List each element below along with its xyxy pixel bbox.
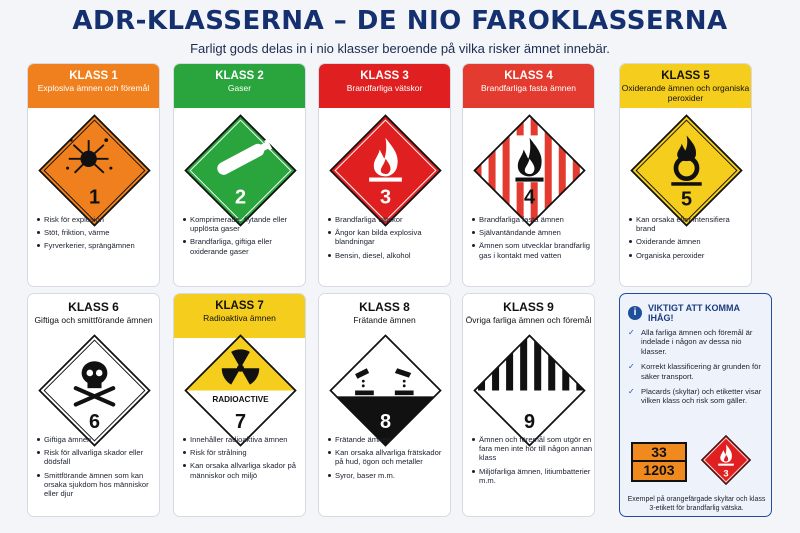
class-3-header xyxy=(319,64,450,108)
radioactive-text: RADIOACTIVE xyxy=(212,395,269,405)
class-3-card xyxy=(318,63,451,287)
class-2-list xyxy=(182,215,304,260)
class-7-list xyxy=(182,435,304,484)
class-2-description: Gaser xyxy=(227,83,252,93)
list-item: Ämnen som utvecklar brandfarlig gas i kontakt med vatten xyxy=(471,241,593,259)
example-caption: Exempel på orangefärgade skyltar och klass 3-etikett för brandfarlig vätska. xyxy=(627,496,766,512)
class-4-header xyxy=(463,64,594,108)
class-2-header xyxy=(174,64,305,108)
list-item: Självantändande ämnen xyxy=(471,228,593,237)
check-icon: ✓ xyxy=(628,387,635,397)
class-3-list xyxy=(327,215,449,264)
class-8-number: 8 xyxy=(379,410,392,433)
class-5-diamond xyxy=(628,112,745,229)
check-icon: ✓ xyxy=(628,328,635,337)
placard-hazard-number: 33 xyxy=(633,444,685,462)
info-box xyxy=(619,293,772,517)
list-item: Giftiga ämnen xyxy=(36,435,158,444)
class-5-label: KLASS 5 xyxy=(661,70,710,82)
class-2-card xyxy=(173,63,306,287)
class-1-diamond xyxy=(36,112,153,229)
class-6-label: KLASS 6 xyxy=(68,300,119,314)
class-1-card xyxy=(27,63,160,287)
list-item: ✓ Placards (skyltar) och etiketter visar vilken klass och risk som gäller. xyxy=(628,387,762,406)
class-4-label: KLASS 4 xyxy=(504,70,553,82)
list-item: ✓ Korrekt klassificering är grunden för säker transport. xyxy=(628,362,761,381)
class-3-description: Brandfarliga vätskor xyxy=(346,83,423,93)
class-5-number: 5 xyxy=(680,188,693,211)
class-8-list xyxy=(327,435,449,484)
class-6-card xyxy=(27,293,160,517)
list-item: Stöt, friktion, värme xyxy=(36,228,158,237)
class-2-number: 2 xyxy=(234,186,247,209)
class-5-header xyxy=(620,64,751,108)
list-item: Syror, baser m.m. xyxy=(327,471,449,480)
check-icon: ✓ xyxy=(628,362,635,372)
info-header xyxy=(620,294,771,323)
class-7-label: KLASS 7 xyxy=(215,300,264,312)
class-7-description: Radioaktiva ämnen xyxy=(203,313,276,323)
class-5-description: Oxiderande ämnen och organiska peroxider xyxy=(621,83,750,103)
class-1-header xyxy=(28,64,159,108)
class-7-card xyxy=(173,293,306,517)
class-1-label: KLASS 1 xyxy=(69,70,118,82)
class-9-list xyxy=(471,435,593,489)
list-item: Innehåller radioaktiva ämnen xyxy=(182,435,304,444)
class-3-label-example xyxy=(700,434,752,486)
info-title: VIKTIGT ATT KOMMA IHÅG! xyxy=(648,303,740,323)
list-item: Brandfarliga vätskor xyxy=(327,215,449,224)
list-item: Kan orsaka allvarliga frätskador på hud, ögon och metaller xyxy=(327,448,449,466)
class-5-list xyxy=(628,215,750,264)
mini-label-number: 3 xyxy=(723,468,729,479)
list-item: Smittförande ämnen som kan orsaka sjukdom hos människor eller djur xyxy=(36,471,158,499)
class-4-number: 4 xyxy=(523,186,536,209)
class-8-label: KLASS 8 xyxy=(359,300,410,314)
class-3-number: 3 xyxy=(379,186,392,209)
class-3-diamond xyxy=(327,112,444,229)
list-item: Fyrverkerier, sprängämnen xyxy=(36,241,158,250)
class-4-list xyxy=(471,215,593,264)
info-list xyxy=(628,328,768,412)
class-9-card xyxy=(462,293,595,517)
class-4-card xyxy=(462,63,595,287)
class-9-number: 9 xyxy=(523,410,536,433)
class-2-label: KLASS 2 xyxy=(215,70,264,82)
class-6-number: 6 xyxy=(88,410,101,433)
page-title: ADR-KLASSERNA – DE NIO FAROKLASSERNA xyxy=(72,6,728,36)
info-icon: i xyxy=(628,306,642,320)
list-item: Miljöfarliga ämnen, litiumbatterier m.m. xyxy=(471,467,593,485)
list-item: Ångor kan bilda explosiva blandningar xyxy=(327,228,449,246)
list-item: Kan orsaka eller intensifiera brand xyxy=(628,215,750,233)
class-7-diamond xyxy=(182,332,299,449)
class-9-description: Övriga farliga ämnen och föremål xyxy=(465,315,592,325)
class-4-description: Brandfarliga fasta ämnen xyxy=(481,83,576,93)
class-8-card xyxy=(318,293,451,517)
class-8-description: Frätande ämnen xyxy=(353,315,416,325)
list-item: Frätande ämnen xyxy=(327,435,449,444)
class-4-diamond xyxy=(471,112,588,229)
page-subtitle: Farligt gods delas in i nio klasser beroende på vilka risker ämnet innebär. xyxy=(190,41,610,56)
class-1-number: 1 xyxy=(88,186,101,209)
class-6-description: Giftiga och smittförande ämnen xyxy=(34,315,153,325)
class-7-number: 7 xyxy=(234,410,247,433)
list-item: Risk för explosion xyxy=(36,215,158,224)
list-item: ✓ Alla farliga ämnen och föremål är indelade i någon av dessa nio klasser. xyxy=(628,328,753,356)
class-6-diamond xyxy=(36,332,153,449)
class-3-label: KLASS 3 xyxy=(360,70,409,82)
list-item: Risk för strålning xyxy=(182,448,304,457)
list-item: Komprimerade, flytande eller upplösta gaser xyxy=(182,215,304,233)
list-item: Ämnen och föremål som utgör en fara men inte hör till någon annan klass xyxy=(471,435,593,463)
list-item: Bensin, diesel, alkohol xyxy=(327,251,449,260)
list-item: Risk för allvarliga skador eller dödsfall xyxy=(36,448,158,466)
class-8-diamond xyxy=(327,332,444,449)
class-5-card xyxy=(619,63,752,287)
placard-un-number: 1203 xyxy=(643,462,675,478)
list-item: Brandfarliga, giftiga eller oxiderande gaser xyxy=(182,237,304,255)
class-9-label: KLASS 9 xyxy=(503,300,554,314)
orange-placard xyxy=(631,442,687,482)
class-6-list xyxy=(36,435,158,502)
list-item: Oxiderande ämnen xyxy=(628,237,750,246)
list-item: Brandfarliga fasta ämnen xyxy=(471,215,593,224)
class-1-list xyxy=(36,215,158,255)
list-item: Kan orsaka allvarliga skador på människor och miljö xyxy=(182,461,304,479)
class-1-description: Explosiva ämnen och föremål xyxy=(37,83,150,93)
class-9-diamond xyxy=(471,332,588,449)
class-2-diamond xyxy=(182,112,299,229)
list-item: Organiska peroxider xyxy=(628,251,750,260)
